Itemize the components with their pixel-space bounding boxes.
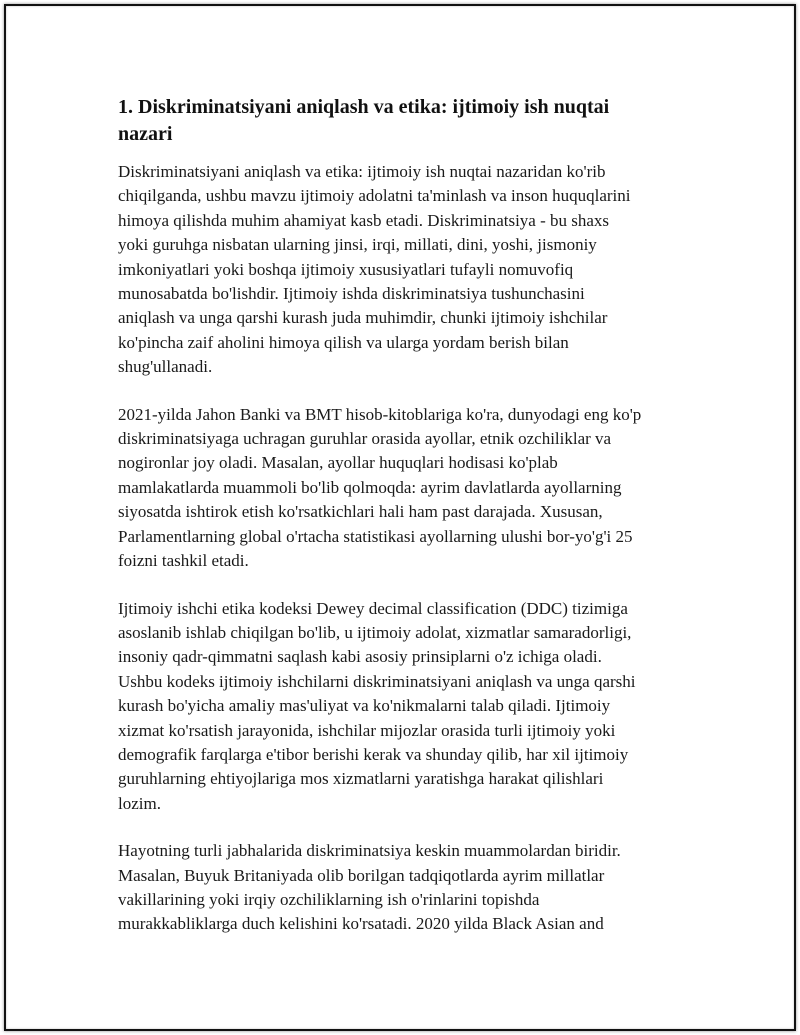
paragraph-line: 2021-yilda Jahon Banki va BMT hisob-kitoblariga ko'ra, dunyodagi eng ko'p — [118, 404, 642, 424]
paragraph-line: lozim. — [118, 793, 161, 813]
paragraph-line: yoki guruhga nisbatan ularning jinsi, irqi, millati, dini, yoshi, jismoniy — [118, 235, 597, 255]
paragraph-line: asoslanib ishlab chiqilgan bo'lib, u ijtimoiy adolat, xizmatlar samaradorligi, — [118, 622, 632, 642]
paragraph — [118, 597, 718, 817]
heading-line: nazari — [118, 123, 173, 145]
paragraph-line: shug'ullanadi. — [118, 357, 213, 377]
paragraph — [118, 839, 718, 937]
paragraph-line: Ijtimoiy ishchi etika kodeksi Dewey decimal classification (DDC) tizimiga — [118, 598, 628, 618]
paragraph-line: himoya qilishda muhim ahamiyat kasb etadi. Diskriminatsiya - bu shaxs — [118, 210, 610, 230]
paragraph-line: Diskriminatsiyani aniqlash va etika: ijtimoiy ish nuqtai nazaridan ko'rib — [118, 162, 606, 181]
paragraph — [118, 160, 718, 380]
paragraph-line: chiqilganda, ushbu mavzu ijtimoiy adolatni ta'minlash va inson huquqlarini — [118, 186, 631, 206]
paragraph-line: nogironlar joy oladi. Masalan, ayollar huquqlari hodisasi ko'plab — [118, 453, 558, 473]
section-heading — [118, 94, 718, 148]
heading-line: 1. Diskriminatsiyani aniqlash va etika: ijtimoiy ish nuqtai — [118, 96, 610, 118]
paragraph-line: foizni tashkil etadi. — [118, 551, 249, 571]
paragraph-line: munosabatda bo'lishdir. Ijtimoiy ishda diskriminatsiya tushunchasini — [118, 284, 585, 304]
paragraph-line: Masalan, Buyuk Britaniyada olib borilgan tadqiqotlarda ayrim millatlar — [118, 865, 605, 885]
paragraph-line: xizmat ko'rsatish jarayonida, ishchilar mijozlar orasida turli ijtimoiy yoki — [118, 720, 616, 740]
paragraphs — [118, 160, 718, 937]
paragraph-line: aniqlash va unga qarshi kurash juda muhimdir, chunki ijtimoiy ishchilar — [118, 308, 608, 328]
paragraph-line: ko'pincha zaif aholini himoya qilish va ularga yordam berish bilan — [118, 332, 569, 352]
paragraph-line: Parlamentlarning global o'rtacha statistikasi ayollarning ulushi bor-yo'g'i 25 — [118, 526, 633, 546]
paragraph-line: imkoniyatlari yoki boshqa ijtimoiy xususiyatlari tufayli nomuvofiq — [118, 259, 574, 279]
paragraph-line: guruhlarning ehtiyojlariga mos xizmatlarni yaratishga harakat qilishlari — [118, 769, 604, 789]
document-body — [118, 94, 718, 960]
paragraph-line: kurash bo'yicha amaliy mas'uliyat va ko'nikmalarni talab qiladi. Ijtimoiy — [118, 696, 611, 716]
paragraph-line: Ushbu kodeks ijtimoiy ishchilarni diskriminatsiyani aniqlash va unga qarshi — [118, 671, 636, 691]
paragraph-line: mamlakatlarda muammoli bo'lib qolmoqda: ayrim davlatlarda ayollarning — [118, 477, 622, 497]
paragraph-line: vakillarining yoki irqiy ozchiliklarning ish o'rinlarini topishda — [118, 889, 540, 909]
paragraph-line: siyosatda ishtirok etish ko'rsatkichlari hali ham past darajada. Xususan, — [118, 502, 603, 522]
paragraph-line: insoniy qadr-qimmatni saqlash kabi asosiy prinsiplarni o'z ichiga oladi. — [118, 647, 602, 667]
paragraph-line: murakkabliklarga duch kelishini ko'rsatadi. 2020 yilda Black Asian and — [118, 914, 604, 934]
paragraph-line: Hayotning turli jabhalarida diskriminatsiya keskin muammolardan biridir. — [118, 841, 621, 861]
paragraph-line: demografik farqlarga e'tibor berishi kerak va shunday qilib, har xil ijtimoiy — [118, 744, 629, 764]
paragraph-line: diskriminatsiyaga uchragan guruhlar orasida ayollar, etnik ozchiliklar va — [118, 429, 612, 449]
paragraph — [118, 403, 718, 574]
